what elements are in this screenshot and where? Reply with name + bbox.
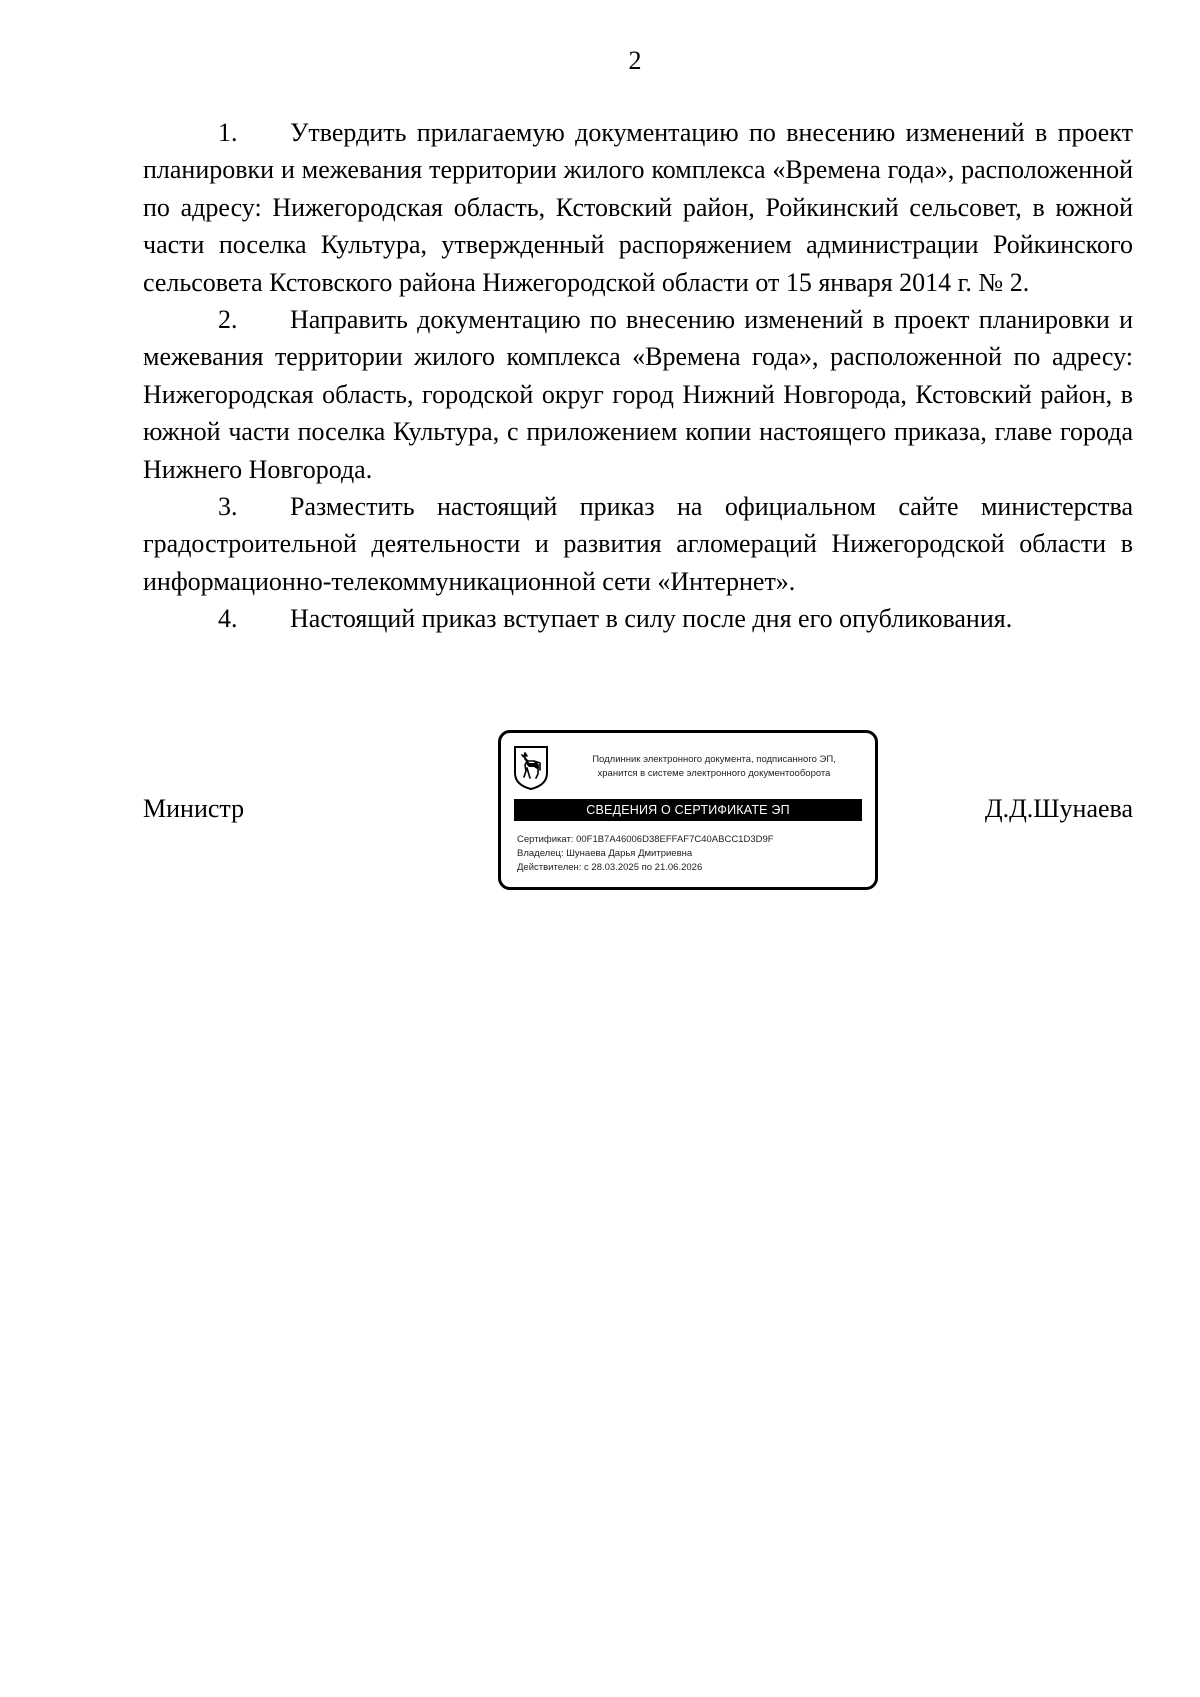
certificate-number: Сертификат: 00F1B7A46006D38EFFAF7C40ABCC1D3D9F: [517, 834, 774, 845]
paragraph-number: 1.: [218, 118, 238, 147]
signature-block: [143, 730, 1133, 890]
paragraph-text: Настоящий приказ вступает в силу после дня его опубликования.: [290, 604, 1013, 634]
electronic-signature-stamp: [498, 730, 878, 890]
paragraph-text: Разместить настоящий приказ на официальном сайте министерства градостроительной деятельности и развития агломераций Нижегородской области в информационно-телекоммуникационной сети «Интернет».: [143, 492, 1133, 596]
certificate-validity: Действителен: с 28.03.2025 по 21.06.2026: [517, 862, 703, 873]
page-number: 2: [628, 46, 642, 75]
deer-emblem-icon: [513, 745, 549, 791]
signatory-title: Министр: [143, 794, 245, 823]
paragraph-4: [143, 600, 1133, 637]
certificate-owner: Владелец: Шунаева Дарья Дмитриевна: [517, 848, 693, 859]
paragraph-text: Утвердить прилагаемую документацию по внесению изменений в проект планировки и межевания территории жилого комплекса «Времена года», расположенной по адресу: Нижегородская область, Кстовский район, Ройкинский сельсовет, в южной части поселка Культура, утвержденный распоряжением администрации Ройкинского сельсовета Кстовского района Нижегородской области от 15 января 2014 г. № 2.: [143, 118, 1133, 297]
paragraph-3: [143, 488, 1133, 600]
stamp-header-line: хранится в системе электронного документооборота: [597, 768, 831, 779]
paragraph-1: [143, 114, 1133, 301]
paragraph-text: Направить документацию по внесению изменений в проект планировки и межевания территории жилого комплекса «Времена года», расположенной по адресу: Нижегородская область, городской округ город Нижний Новгорода, Кстовский район, в южной части поселка Культура, с приложением копии настоящего приказа, главе города Нижнего Новгорода.: [143, 305, 1133, 484]
paragraph-number: 3.: [218, 492, 238, 522]
stamp-header: [559, 753, 869, 781]
paragraph-number: 2.: [218, 305, 238, 335]
paragraph-number: 4.: [218, 604, 238, 634]
document-body: [143, 114, 1133, 638]
certificate-details: [517, 833, 867, 875]
stamp-header-line: Подлинник электронного документа, подписанного ЭП,: [592, 754, 836, 765]
certificate-info-bar: СВЕДЕНИЯ О СЕРТИФИКАТЕ ЭП: [514, 799, 862, 821]
paragraph-2: [143, 301, 1133, 488]
signatory-name: Д.Д.Шунаева: [984, 794, 1133, 823]
